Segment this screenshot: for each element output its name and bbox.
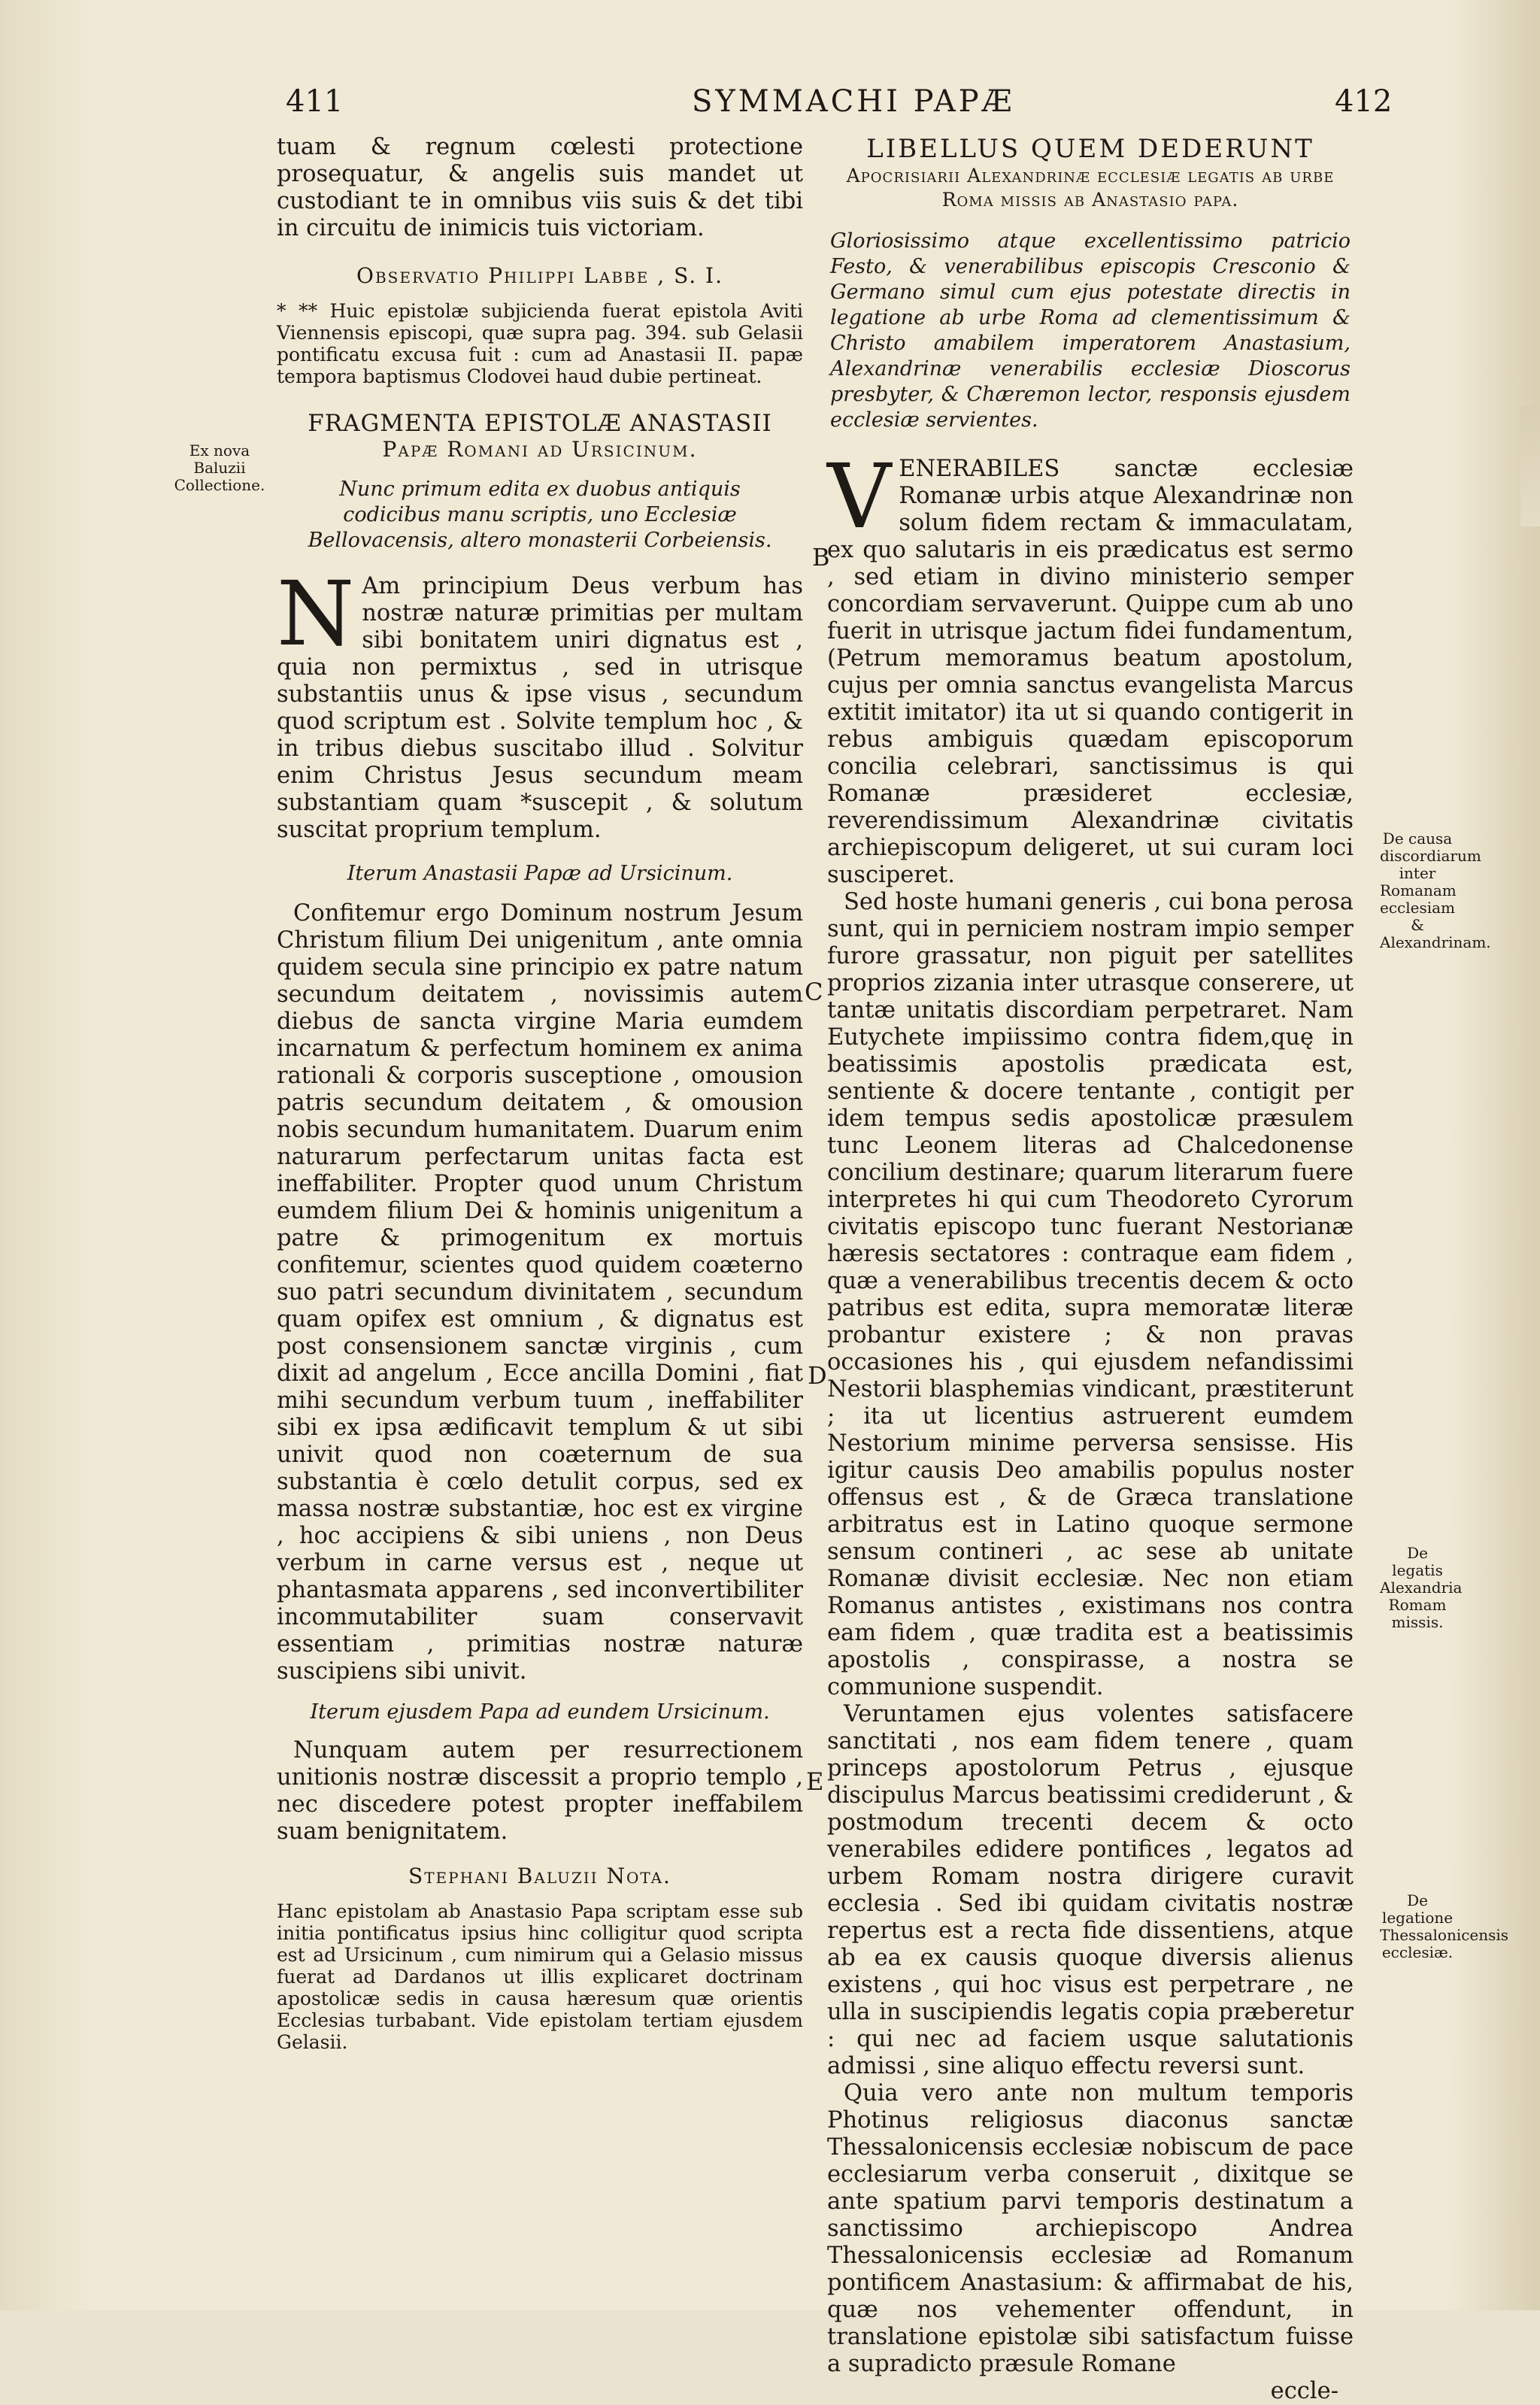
libellus-para-3: Veruntamen ejus volentes satisfacere sanctitati , nos eam fidem tenere , quam princeps apostolorum Petrus , ejusque discipulus Marcus beatissimi crediderunt , & postmodum trecenti decem & octo venerabiles edidere pontifices , legatos ad urbem Romam nostra dirigere curavit ecclesia . Sed ibi quidam civitatis nostræ repertus est a recta fide dissentiens, atque ab ea ex causis quoque diversis alienus existens , qui hoc visus est perpetrare , ne ulla in suscipiendis legatis copia præberetur : qui nec ad faciem usque salutationis admissi , sine aliquo effectu reversi sunt.: [827, 1701, 1354, 2079]
left-column: [277, 134, 803, 2053]
margin-note-thessalonica: De legatione Thessalonicensis ecclesiæ.: [1380, 1891, 1509, 1961]
fragment-title: FRAGMENTA EPISTOLÆ ANASTASII: [308, 410, 772, 437]
fragment-para-3: Nunquam autem per resurrectionem unitionis nostræ discessit a proprio templo , nec discedere potest propter ineffabilem suam benignitatem.: [277, 1737, 803, 1845]
baluze-note-text: Hanc epistolam ab Anastasio Papa scriptam esse sub initia pontificatus ipsius hinc colligitur quod scripta est ad Ursicinum , cum nimirum qui a Gelasio missus fuerat ad Dardanos ut illis explicaret doctrinam apostolicæ sedis in causa hæresum quæ orientis Ecclesias turbabant. Vide epistolam tertiam ejusdem Gelasii.: [277, 1900, 803, 2053]
catchword: eccle-: [1270, 2378, 1338, 2404]
section-letter-c: C: [805, 978, 823, 1006]
facing-page-edge: [1520, 406, 1540, 526]
fragment-para-2: Confitemur ergo Dominum nostrum Jesum Christum filium Dei unigenitum , ante omnia quidem secula sine principio ex patre natum secundum deitatem , novissimis autem diebus de sancta virgine Maria eumdem incarnatum & perfectum hominem ex anima rationali & corporis susceptione , omousion patris secundum deitatem , & omousion nobis secundum humanitatem. Duarum enim naturarum perfectarum unitas facta est ineffabiliter. Propter quod unum Christum eumdem filium Dei & hominis unigenitum a patre & primogenitum ex mortuis confitemur, scientes quod quidem coæterno suo patri secundum divinitatem , secundum quam opifex est omnium , & dignatus est post consensionem sanctæ virginis , cum dixit ad angelum , Ecce ancilla Domini , fiat mihi secundum verbum tuum , ineffabiliter sibi ex ipsa ædificavit templum & ut sibi univit quod non coæternum de sua substantia è cœlo detulit corpus, sed ex massa nostræ substantiæ, hoc est ex virgine , hoc accipiens & sibi uniens , non Deus verbum in carne versus est , neque ut phantasmata apparens , sed inconvertibiliter incommutabiliter suam conservavit essentiam , primitias nostræ naturæ suscipiens sibi univit.: [277, 900, 803, 1685]
fragment-source-note: Nunc primum edita ex duobus antiquis codicibus manu scriptis, uno Ecclesiæ Bellovacensis, altero monasterii Corbeiensis.: [308, 478, 772, 552]
right-page-number: 412: [1335, 84, 1393, 119]
libellus-address: Gloriosissimo atque excellentissimo patricio Festo, & venerabilibus episcopis Cresconio & Germano simul cum ejus potestate directis in legatione ab urbe Roma ad clementissimum & Christo amabilem imperatorem Anastasium, Alexandrinæ venerabilis ecclesiæ Dioscorus presbyter, & Chæremon lector, responsis ejusdem ecclesiæ servientes.: [830, 229, 1351, 432]
libellus-para-4: Quia vero ante non multum temporis Photinus religiosus diaconus sanctæ Thessalonicensis ecclesiæ nobiscum de pace ecclesiarum verba conseruit , dixitque se ante spatium parvi temporis destinatum a sanctissimo archiepiscopo Andrea Thessalonicensis ecclesiæ ad Romanum pontificem Anastasium: & affirmabat de his, quæ nos vehementer offendunt, in translatione epistolæ sibi satisfactum fuisse a supradicto præsule Romane: [827, 2080, 1354, 2377]
section-letter-d: D: [808, 1361, 827, 1390]
fragment-subtitle: Papæ Romani ad Ursicinum.: [382, 437, 698, 462]
drop-cap-v: V: [827, 444, 892, 548]
margin-note-legates: De legatis Alexandria Romam missis.: [1380, 1544, 1463, 1631]
fragment-para-1: [277, 562, 803, 844]
section-letter-e: E: [806, 1767, 824, 1796]
iterum-heading-1: Iterum Anastasii Papæ ad Ursicinum.: [347, 862, 733, 885]
margin-note-discord: De causa discordiarum inter Romanam ecclesiam & Alexandrinam.: [1380, 829, 1491, 951]
iterum-heading-2: Iterum ejusdem Papa ad eundem Ursicinum.: [310, 1700, 770, 1724]
drop-cap-n: N: [277, 562, 355, 666]
labbe-observation-title: Observatio Philippi Labbe , S. I.: [356, 263, 724, 288]
fragment-para-1-text: Am principium Deus verbum has nostræ naturæ primitias per multam sibi bonitatem uniri dignatus est , quia non permixtus , sed in utrisque substantiis unus & ipse visus , secundum quod scriptum est . Solvite templum hoc , & in tribus diebus suscitabo illud . Solvitur enim Christus Jesus secundum meam substantiam quam *suscepit , & solutum suscitat proprium templum.: [277, 573, 803, 843]
libellus-para-2: Sed hoste humani generis , cui bona perosa sunt, qui in perniciem nostram impio semper furore grassatur, non piguit per satellites proprios zizania inter utrasque conserere, ut tantæ unitatis discordiam perpetraret. Nam Eutychete impiissimo contra fidem,quę in beatissimis apostolis prædicata est, sentiente & docere tentante , contigit per idem tempus sedis apostolicæ præsulem tunc Leonem literas ad Chalcedonense concilium destinare; quarum literarum fuere interpretes hi qui cum Theodoreto Cyrorum civitatis episcopo tunc fuerant Nestorianæ hæresis sectatores : contraque eam fidem , quæ a venerabilibus trecentis decem & octo patribus est edita, supra memoratæ literæ probantur existere ; & non pravas occasiones his , qui ejusdem nefandissimi Nestorii blasphemias vindicant, præstiterunt ; ita ut licentius astruerent eumdem Nestorium minime perversa sensisse. His igitur causis Deo amabilis populus noster offensus est , & de Græca translatione arbitratus est in Latino quoque sermone sensum contineri , ac sese ab unitate Romanæ divisit ecclesiæ. Nec non etiam Romanus antistes , existimans nos contra eam fidem , quæ tradita est a beatissimis apostolis , conspirasse, a nostra se communione suspendit.: [827, 889, 1354, 1700]
libellus-subtitle: Apocrisiarii Alexandrinæ ecclesiæ legatis ab urbe Roma missis ab Anastasio papa.: [846, 165, 1335, 211]
opening-text: tuam & regnum cœlesti protectione prosequatur, & angelis suis mandet ut custodiant te in omnibus viis suis & det tibi in circuitu de inimicis tuis victoriam.: [277, 134, 803, 241]
page-header: [286, 84, 1414, 129]
right-column: [827, 134, 1354, 2405]
libellus-title: LIBELLUS QUEM DEDERUNT: [866, 134, 1314, 164]
baluze-note-title: Stephani Baluzii Nota.: [408, 1864, 671, 1888]
libellus-para-1: [827, 444, 1354, 889]
labbe-observation-text: * ** Huic epistolæ subjicienda fuerat epistola Aviti Viennensis episcopi, quæ supra pag. 394. sub Gelasii pontificatu excusa fuit : cum ad Anastasii II. papæ tempora baptismus Clodovei haud dubie pertineat.: [277, 300, 803, 387]
running-title: SYMMACHI PAPÆ: [692, 84, 1015, 119]
margin-note-source: Ex nova Baluzii Collectione.: [174, 441, 265, 494]
section-letter-b: B: [812, 543, 830, 572]
libellus-para-1-text: ENERABILES sanctæ ecclesiæ Romanæ urbis atque Alexandrinæ non solum fidem rectam & immaculatam, ex quo salutaris in eis prædicatus est sermo , sed etiam in divino ministerio semper concordiam servaverunt. Quippe cum ab uno fuerit in utrisque jactum fidei fundamentum, (Petrum memoramus beatum apostolum, cujus per omnia sanctus evangelista Marcus extitit imitator) ita ut si quando contigerit in rebus ambiguis quædam episcoporum concilia celebrari, sanctissimus is qui Romanæ præsideret ecclesiæ, reverendissimum Alexandrinæ civitatis archiepiscopum deligeret, ut sui curam loci susciperet.: [827, 456, 1354, 888]
left-page-number: 411: [286, 84, 344, 119]
